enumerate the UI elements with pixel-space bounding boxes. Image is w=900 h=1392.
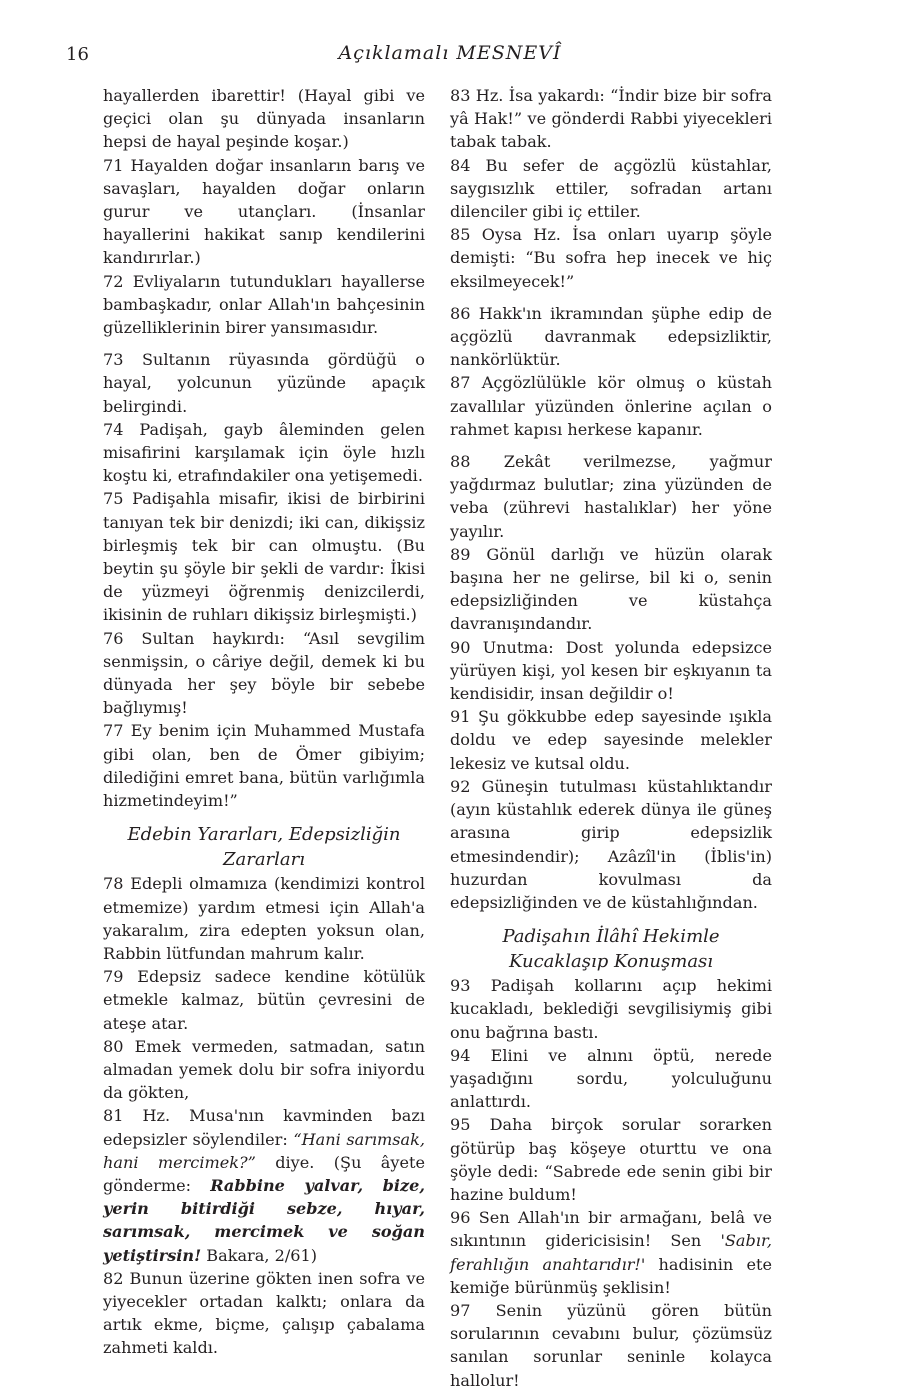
verse: 82 Bunun üzerine gökten inen sofra ve yiyecekler ortadan kalktı; onlara da artık ekme, biçme, çalışıp çabalama zahmeti kaldı.	[103, 1268, 425, 1358]
running-head: Açıklamalı MESNEVÎ	[338, 42, 562, 64]
left-column	[103, 84, 425, 1360]
verse-text: Bakara, 2/61)	[201, 1245, 317, 1265]
verse: 88 Zekât verilmezse, yağmur yağdırmaz bulutlar; zina yüzünden de veba (zührevi hastalıklar) her yöne yayılır.	[450, 452, 772, 541]
verse-text: hadisinin ete kemiğe bürünmüş şeklisin!	[450, 1254, 772, 1297]
verse-group	[450, 974, 772, 1206]
verse: 85 Oysa Hz. İsa onları uyarıp şöyle demişti: “Bu sofra hep inecek ve hiç eksilmeyecek!”	[450, 225, 772, 291]
verse: 92 Güneşin tutulması küstahlıktandır (ayın küstahlık ederek dünya ile güneş arasına girip edepsizlik etmesindendir); Azâzîl'in (İblis'in) huzurdan kovulması da edepsizliğinden ve de küstahlığından.	[450, 776, 772, 912]
verse-group	[103, 1267, 425, 1360]
verse-quote: 'Sabır, ferahlığın anahtarıdır!'	[450, 1231, 772, 1274]
verse: 74 Padişah, gayb âleminden gelen misafirini karşılamak için öyle hızlı koştu ki, etrafındakiler ona yetişemedi.	[103, 419, 425, 486]
verse	[450, 1206, 772, 1299]
verse-text: 96 Sen Allah'ın bir armağanı, belâ ve sıkıntının gidericisisin! Sen	[450, 1208, 772, 1251]
verse-text: 81 Hz. Musa'nın kavminden bazı edepsizler söylendiler:	[103, 1106, 425, 1149]
section-heading-line: Edebin Yararları, Edepsizliğin	[127, 824, 401, 846]
right-column	[450, 84, 772, 1392]
verse: 71 Hayalden doğar insanların barış ve savaşları, hayalden doğar onların gurur ve utançları. (İnsanlar hayallerini hakikat sanıp kendilerini kandırırlar.)	[103, 155, 425, 268]
verse: 78 Edepli olmamıza (kendimizi kontrol etmemize) yardım etmesi için Allah'a yakaralım, zira edepten yoksun olan, Rabbin lütfundan mahrum kalır.	[103, 874, 425, 963]
section-heading-line: Kucaklaşıp Konuşması	[508, 951, 714, 973]
verse-group	[103, 872, 425, 1104]
verse: 90 Unutma: Dost yolunda edepsizce yürüyen kişi, yol kesen bir eşkıyanın ta kendisidir, insan değildir o!	[450, 637, 772, 704]
verse: 80 Emek vermeden, satmadan, satın almadan yemek dolu bir sofra iniyordu da gökten,	[103, 1036, 425, 1103]
verse: hayallerden ibarettir! (Hayal gibi ve geçici olan şu dünyada insanların hepsi de hayal peşinde koşar.)	[103, 86, 425, 152]
ayah-quote: Rabbine yalvar, bize, yerin bitirdiği sebze, hıyar, sarımsak, mercimek ve soğan yetiştirsin!	[103, 1175, 426, 1265]
verse-group	[450, 84, 772, 914]
verse: 97 Senin yüzünü gören bütün sorularının cevabını bulur, çözümsüz sanılan sorunlar seninle kolayca hallolur!	[450, 1300, 772, 1390]
verse: 93 Padişah kollarını açıp hekimi kucakladı, beklediği sevgilisiymiş gibi onu bağrına bastı.	[450, 976, 772, 1042]
verse: 95 Daha birçok sorular sorarken götürüp baş köşeye oturttu ve ona şöyle dedi: “Sabrede ede senin gibi bir hazine buldum!	[450, 1115, 772, 1204]
verse: 84 Bu sefer de açgözlü küstahlar, saygısızlık ettiler, sofradan artanı dilenciler gibi iç ettiler.	[450, 155, 772, 222]
verse: 72 Evliyaların tutundukları hayallerse bambaşkadır, onlar Allah'ın bahçesinin güzelliklerinin birer yansımasıdır.	[103, 271, 425, 338]
verse-group	[450, 1299, 772, 1392]
verse: 91 Şu gökkubbe edep sayesinde ışıkla doldu ve edep sayesinde melekler lekesiz ve kutsal oldu.	[450, 707, 772, 773]
verse: 79 Edepsiz sadece kendine kötülük etmekle kalmaz, bütün çevresini de ateşe atar.	[103, 967, 425, 1033]
verse: 83 Hz. İsa yakardı: “İndir bize bir sofra yâ Hak!” ve gönderdi Rabbi yiyecekleri tabak tabak.	[450, 86, 772, 152]
verse: 89 Gönül darlığı ve hüzün olarak başına her ne gelirse, bil ki o, senin edepsizliğinden ve küstahça davranışındandır.	[450, 544, 772, 634]
section-heading-line: Zararları	[222, 849, 306, 871]
verse-text: diye. (Şu âyete gönderme:	[103, 1152, 426, 1195]
verse: 87 Açgözlülükle kör olmuş o küstah zavallılar yüzünden önlerine açılan o rahmet kapısı herkese kapanır.	[450, 373, 772, 439]
section-heading	[450, 924, 772, 974]
verse: 75 Padişahla misafir, ikisi de birbirini tanıyan tek bir denizdi; iki can, dikişsiz birleşmiş tek bir can olmuştu. (Bu beytin şu şöyle bir şekli de vardır: İkisi de yüzmeyi öğrenmiş denizcilerdi, ikisinin de ruhları dikişsiz birleşmişti.)	[103, 489, 425, 625]
verse: 86 Hakk'ın ikramından şüphe edip de açgözlü davranmak edepsizliktir, nankörlüktür.	[450, 303, 772, 370]
section-heading-line: Padişahın İlâhî Hekimle	[502, 926, 720, 948]
verse: 73 Sultanın rüyasında gördüğü o hayal, yolcunun yüzünde apaçık belirgindi.	[103, 350, 425, 416]
verse: 77 Ey benim için Muhammed Mustafa gibi olan, ben de Ömer gibiyim; dilediğini emret bana, bütün varlığımla hizmetindeyim!”	[103, 721, 425, 811]
section-heading	[103, 822, 425, 872]
page-number: 16	[66, 44, 89, 65]
verse	[103, 1104, 425, 1266]
verse-quote: “Hani sarımsak, hani mercimek?”	[103, 1129, 425, 1172]
verse-group	[103, 84, 425, 812]
verse: 94 Elini ve alnını öptü, nerede yaşadığını sordu, yolculuğunu anlattırdı.	[450, 1045, 772, 1112]
verse: 76 Sultan haykırdı: “Asıl sevgilim senmişsin, o câriye değil, demek ki bu dünyada her şey böyle bir sebebe bağlıymış!	[103, 628, 425, 718]
